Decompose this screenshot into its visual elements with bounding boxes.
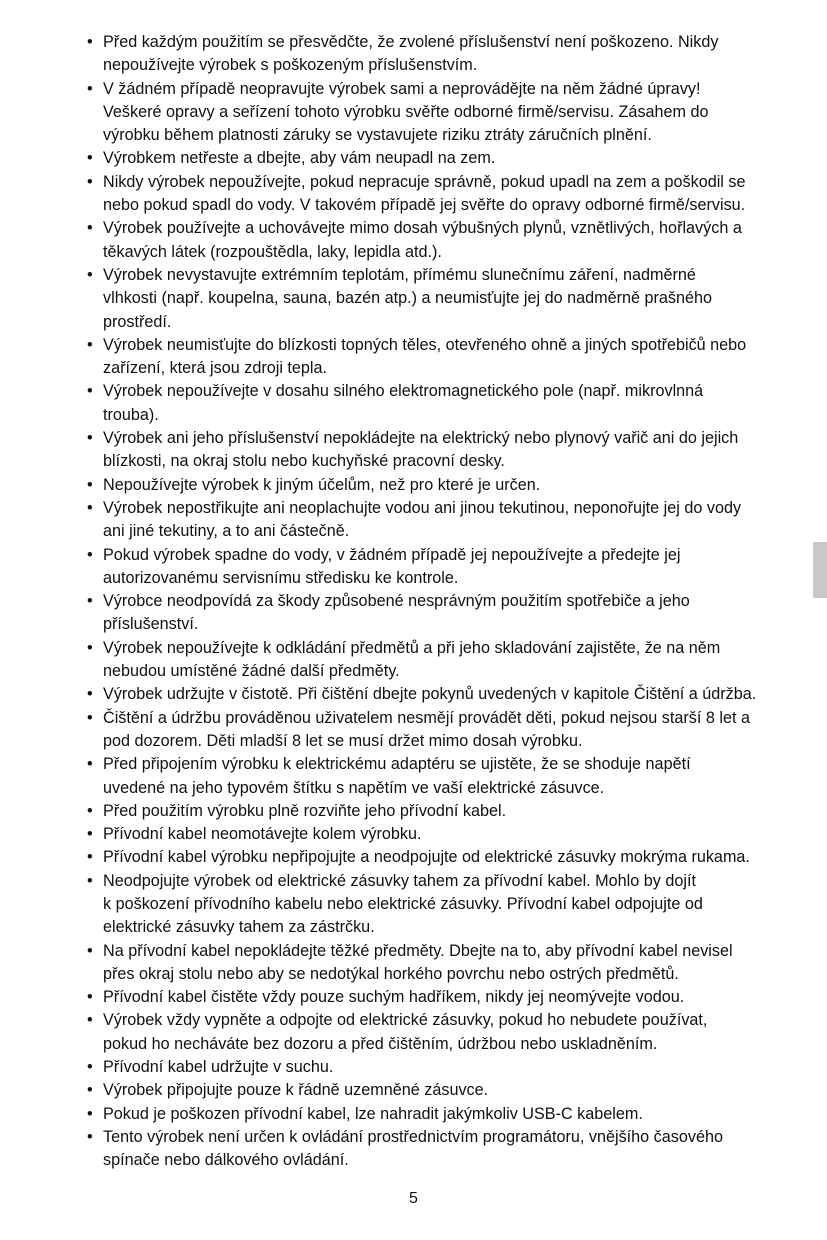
bullet-text: Výrobek nepoužívejte v dosahu silného elektromagnetického pole (např. mikrovlnná trouba). [103,382,704,424]
bullet-dot-icon: • [87,638,93,657]
bullet-dot-icon: • [87,498,93,517]
bullet-text: Výrobek připojujte pouze k řádně uzemněné zásuvce. [103,1081,489,1100]
bullet-text: Nepoužívejte výrobek k jiným účelům, než pro které je určen. [103,475,541,494]
safety-instructions [87,31,809,1173]
safety-bullet-item [87,1056,809,1079]
bullet-dot-icon: • [87,871,93,890]
safety-bullet-item [87,78,809,148]
bullet-dot-icon: • [87,265,93,284]
bullet-dot-icon: • [87,545,93,564]
bullet-text: Přívodní kabel udržujte v suchu. [103,1058,334,1077]
safety-bullet-item [87,753,809,800]
safety-bullet-item [87,637,809,684]
bullet-dot-icon: • [87,1058,93,1077]
bullet-text: Pokud výrobek spadne do vody, v žádném případě jej nepoužívejte a předejte jej autorizovanému servisnímu středisku ke kontrole. [103,545,681,587]
bullet-text: Před použitím výrobku plně rozviňte jeho přívodní kabel. [103,801,507,820]
bullet-text: Na přívodní kabel nepokládejte těžké předměty. Dbejte na to, aby přívodní kabel nevisel přes okraj stolu nebo aby se nedotýkal horkého povrchu nebo ostrých předmětů. [103,941,733,983]
bullet-text: Přívodní kabel neomotávejte kolem výrobku. [103,825,422,844]
safety-bullet-item [87,380,809,427]
safety-bullet-item [87,171,809,218]
bullet-text: Výrobce neodpovídá za škody způsobené nesprávným použitím spotřebiče a jeho příslušenství. [103,592,690,634]
safety-bullet-item [87,1103,809,1126]
safety-bullet-item [87,846,809,869]
safety-bullet-item [87,1009,809,1056]
safety-bullet-item [87,1079,809,1102]
bullet-dot-icon: • [87,825,93,844]
page-number: 5 [409,1190,418,1207]
bullet-text: Výrobek udržujte v čistotě. Při čištění dbejte pokynů uvedených v kapitole Čištění a údržba. [103,685,757,704]
bullet-text: V žádném případě neopravujte výrobek sami a neprovádějte na něm žádné úpravy! Veškeré opravy a seřízení tohoto výrobku svěřte odborné firmě/servisu. Zásahem do výrobku během platnosti záruky se vystavujete riziku ztráty záručních plnění. [103,79,709,145]
bullet-dot-icon: • [87,1011,93,1030]
bullet-text: Výrobek nevystavujte extrémním teplotám, přímému slunečnímu záření, nadměrné vlhkosti (např. koupelna, sauna, bazén atp.) a neumisťujte jej do nadměrně prašného prostředí. [103,265,712,331]
bullet-dot-icon: • [87,755,93,774]
bullet-dot-icon: • [87,172,93,191]
bullet-dot-icon: • [87,1081,93,1100]
bullet-text: Přívodní kabel výrobku nepřipojujte a neodpojujte od elektrické zásuvky mokrýma rukama. [103,848,750,867]
bullet-text: Výrobkem netřeste a dbejte, aby vám neupadl na zem. [103,149,496,168]
bullet-text: Neodpojujte výrobek od elektrické zásuvky tahem za přívodní kabel. Mohlo by dojít k poškození přívodního kabelu nebo elektrické zásuvky. Přívodní kabel odpojujte od elektrické zásuvky tahem za zástrčku. [103,871,703,937]
bullet-dot-icon: • [87,592,93,611]
bullet-text: Výrobek vždy vypněte a odpojte od elektrické zásuvky, pokud ho nebudete používat, pokud ho necháváte bez dozoru a před čištěním, údržbou nebo uskladněním. [103,1011,708,1053]
safety-bullet-item [87,800,809,823]
bullet-dot-icon: • [87,475,93,494]
bullet-text: Přívodní kabel čistěte vždy pouze suchým hadříkem, nikdy jej neomývejte vodou. [103,988,685,1007]
bullet-dot-icon: • [87,79,93,98]
bullet-text: Čištění a údržbu prováděnou uživatelem nesmějí provádět děti, pokud nejsou starší 8 let a pod dozorem. Děti mladší 8 let se musí držet mimo dosah výrobku. [103,708,750,750]
bullet-dot-icon: • [87,219,93,238]
bullet-dot-icon: • [87,848,93,867]
bullet-dot-icon: • [87,429,93,448]
safety-bullet-item [87,683,809,706]
safety-bullet-item [87,707,809,754]
bullet-dot-icon: • [87,382,93,401]
bullet-dot-icon: • [87,335,93,354]
bullet-dot-icon: • [87,1127,93,1146]
section-tab-marker [813,542,827,598]
safety-bullet-item [87,544,809,591]
bullet-text: Před každým použitím se přesvědčte, že zvolené příslušenství není poškozeno. Nikdy nepoužívejte výrobek s poškozeným příslušenstvím. [103,33,719,75]
safety-bullet-item [87,217,809,264]
bullet-dot-icon: • [87,988,93,1007]
bullet-text: Výrobek používejte a uchovávejte mimo dosah výbušných plynů, vznětlivých, hořlavých a těkavých látek (rozpouštědla, laky, lepidla atd.). [103,219,742,261]
safety-bullet-item [87,474,809,497]
safety-bullet-item [87,1126,809,1173]
bullet-dot-icon: • [87,33,93,51]
safety-bullet-item [87,147,809,170]
safety-bullet-item [87,870,809,940]
safety-bullet-item [87,264,809,334]
bullet-dot-icon: • [87,801,93,820]
bullet-text: Výrobek nepostřikujte ani neoplachujte vodou ani jinou tekutinou, neponořujte jej do vody ani jiné tekutiny, a to ani částečně. [103,498,742,541]
bullet-text: Nikdy výrobek nepoužívejte, pokud nepracuje správně, pokud upadl na zem a poškodil se nebo pokud spadl do vody. V takovém případě jej svěřte do opravy odborné firmě/servisu. [103,172,746,215]
bullet-text: Tento výrobek není určen k ovládání prostřednictvím programátoru, vnějšího časového spínače nebo dálkového ovládání. [103,1127,723,1170]
bullet-dot-icon: • [87,685,93,704]
bullet-text: Výrobek neumisťujte do blízkosti topných těles, otevřeného ohně a jiných spotřebičů nebo zařízení, která jsou zdroji tepla. [103,335,747,378]
bullet-dot-icon: • [87,941,93,960]
bullet-dot-icon: • [87,149,93,168]
safety-bullet-item [87,427,809,474]
safety-bullet-item [87,986,809,1009]
bullet-text: Výrobek nepoužívejte k odkládání předmětů a při jeho skladování zajistěte, že na něm nebudou umístěné žádné další předměty. [103,638,721,681]
safety-bullet-item [87,334,809,381]
safety-bullet-item [87,940,809,987]
safety-bullet-item [87,590,809,637]
safety-bullet-list [87,31,809,1173]
bullet-dot-icon: • [87,708,93,727]
safety-bullet-item [87,497,809,544]
bullet-dot-icon: • [87,1104,93,1123]
bullet-text: Před připojením výrobku k elektrickému adaptéru se ujistěte, že se shoduje napětí uvedené na jeho typovém štítku s napětím ve vaší elektrické zásuvce. [103,755,691,797]
safety-bullet-item [87,31,809,78]
safety-bullet-item [87,823,809,846]
bullet-text: Pokud je poškozen přívodní kabel, lze nahradit jakýmkoliv USB-C kabelem. [103,1104,643,1123]
bullet-text: Výrobek ani jeho příslušenství nepokládejte na elektrický nebo plynový vařič ani do jejich blízkosti, na okraj stolu nebo kuchyňské pracovní desky. [103,429,739,471]
